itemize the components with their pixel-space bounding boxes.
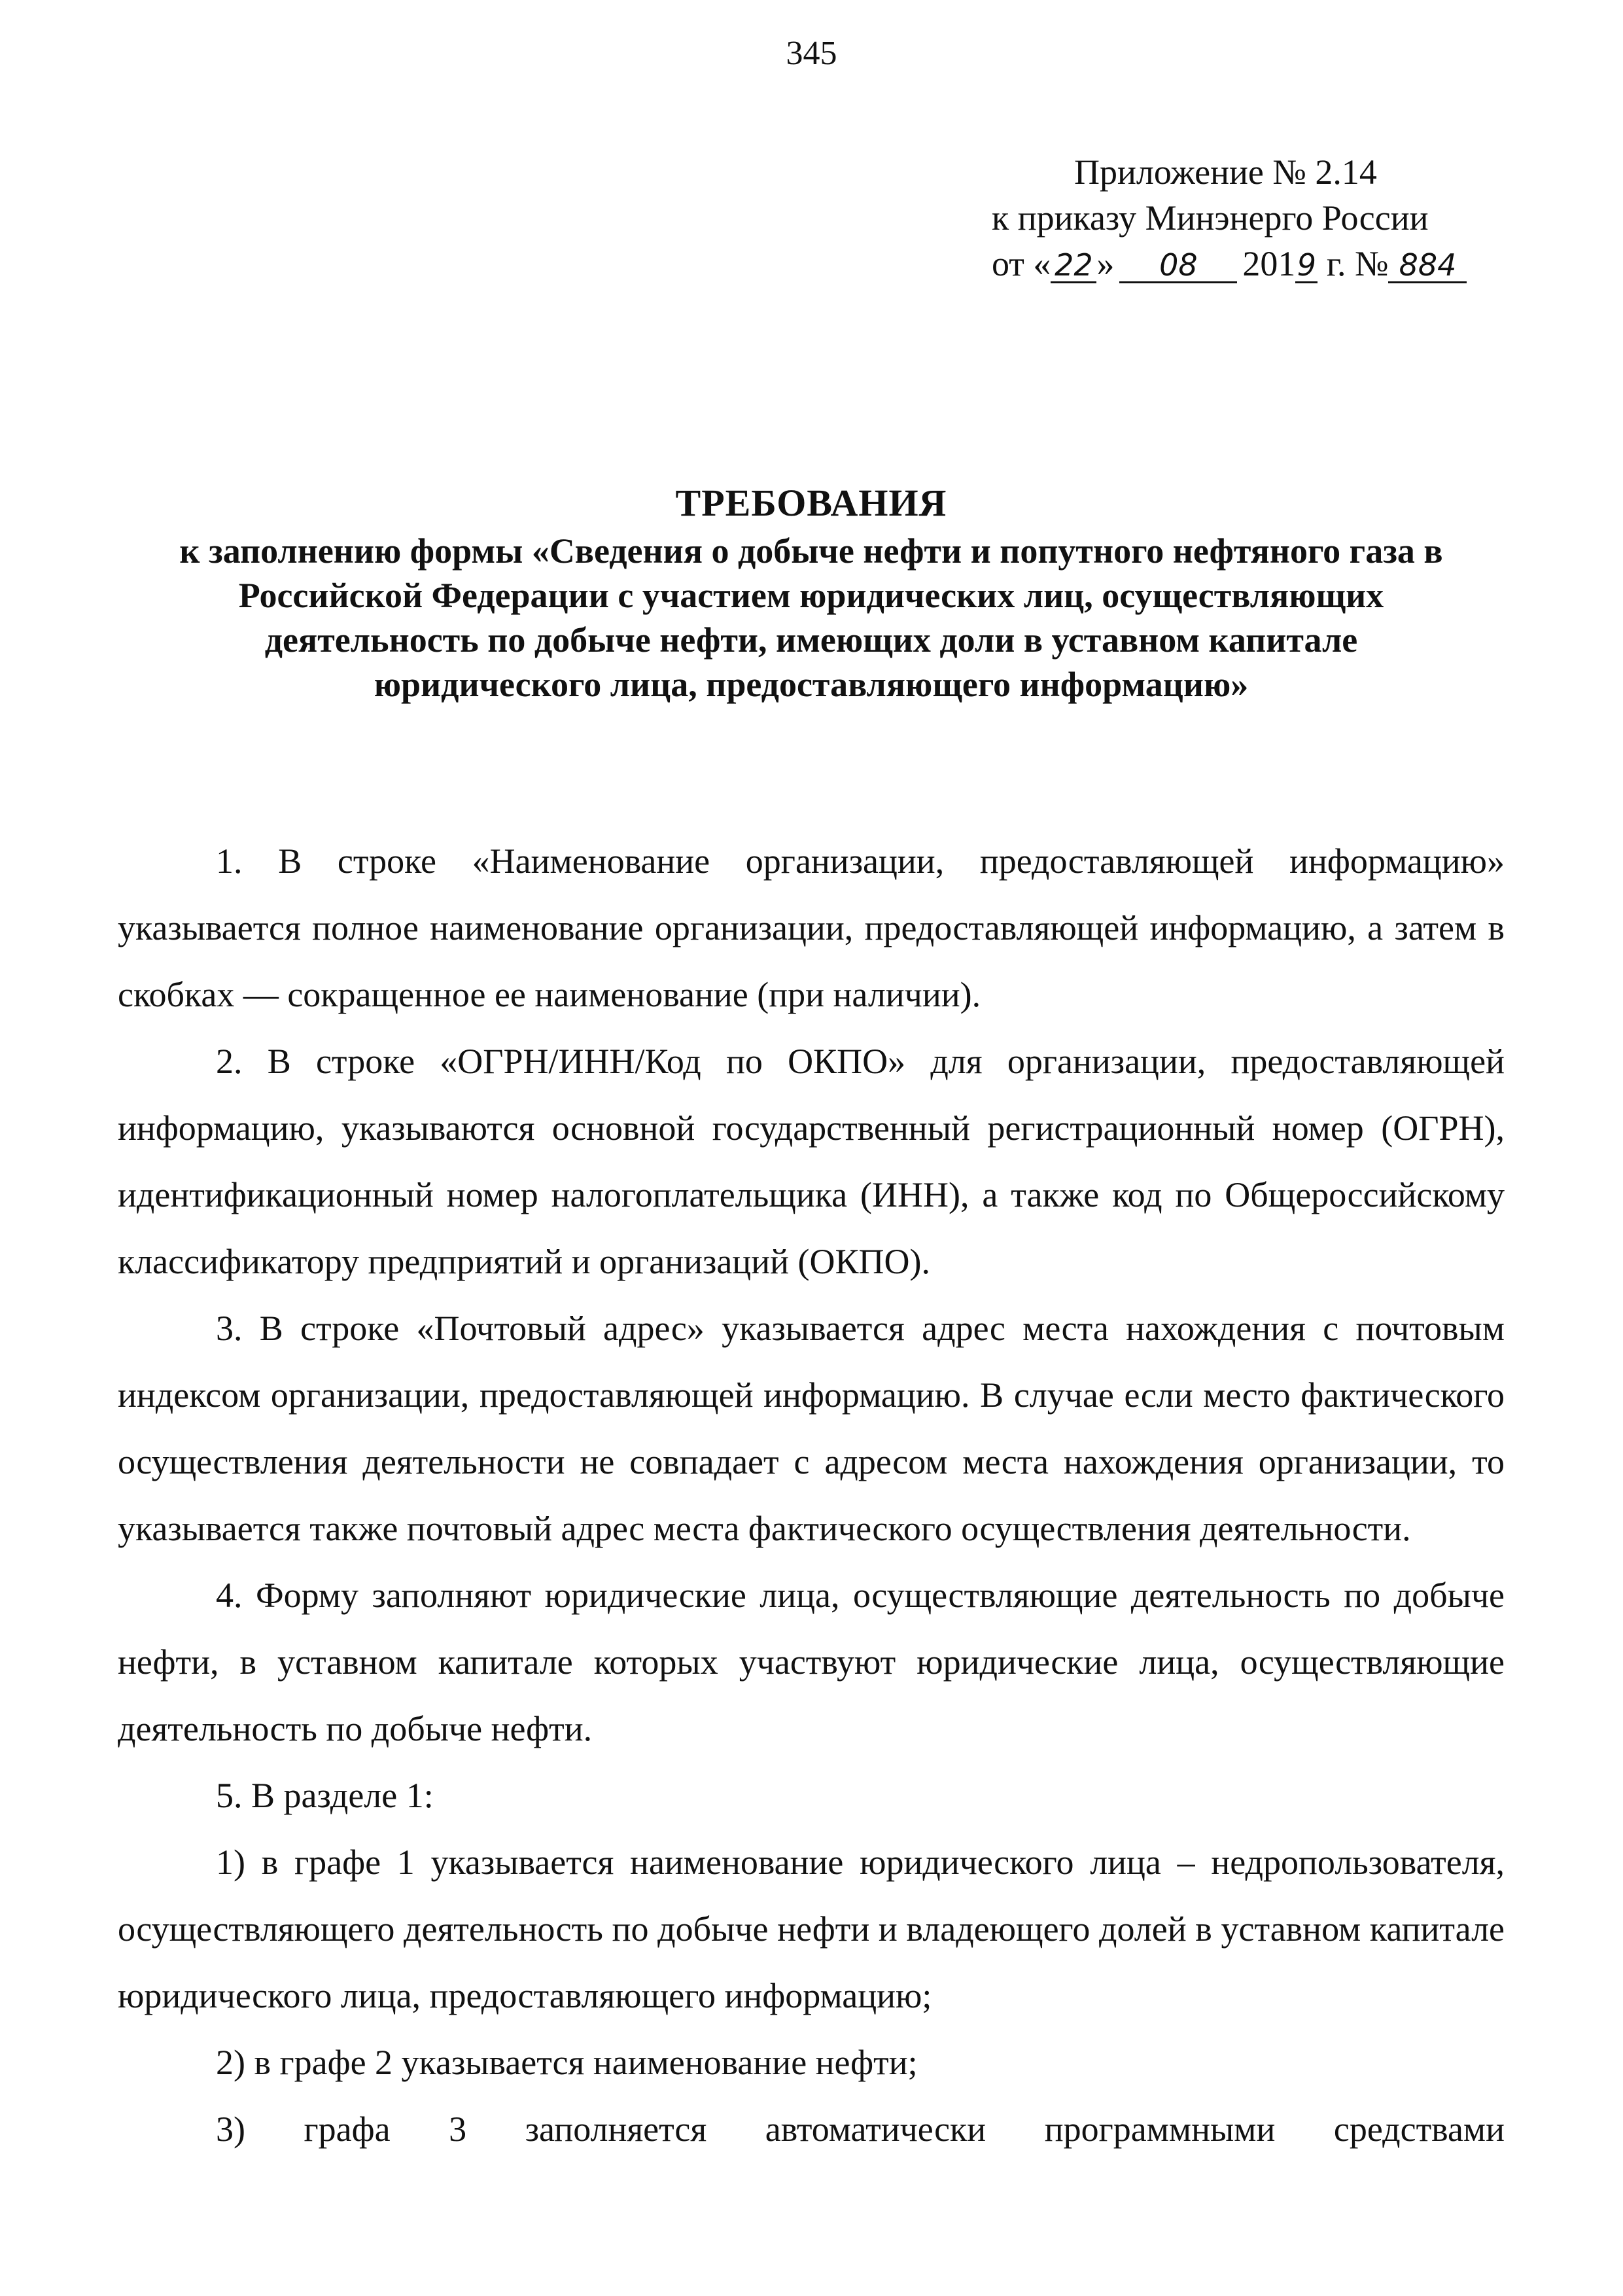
handwritten-month: 08	[1119, 249, 1237, 283]
paragraph-5-item-3: 3) графа 3 заполняется автоматически программными средствами	[216, 2110, 1505, 2149]
title-line: Российской Федерации с участием юридических лиц, осуществляющих	[238, 576, 1384, 615]
page-number: 345	[786, 35, 837, 72]
paragraph-3: 3. В строке «Почтовый адрес» указывается адрес места нахождения с почтовым индексом организации, предоставляющей информацию. В случае если место фактического осуществления деятельности не совпадает с адресом места нахождения организации, то указывается также почтовый адрес места фактического осуществления деятельности.	[118, 1309, 1505, 1548]
number-prefix: г. №	[1326, 244, 1389, 283]
appendix-header	[955, 149, 1544, 287]
paragraph-2: 2. В строке «ОГРН/ИНН/Код по ОКПО» для организации, предоставляющей информацию, указываются основной государственный регистрационный номер (ОГРН), идентификационный номер налогоплательщика (ИНН), а также код по Общероссийскому классификатору предприятий и организаций (ОКПО).	[118, 1042, 1505, 1281]
handwritten-day: 22	[1051, 249, 1096, 283]
date-prefix: от «	[992, 244, 1051, 283]
handwritten-order-number: 884	[1388, 249, 1467, 283]
document-title	[118, 478, 1505, 707]
title-line: деятельность по добыче нефти, имеющих доли в уставном капитале	[264, 620, 1358, 660]
title-line: юридического лица, предоставляющего информацию»	[374, 665, 1249, 704]
paragraph-5: 5. В разделе 1:	[216, 1776, 434, 1815]
appendix-order-ref: к приказу Минэнерго России	[992, 198, 1429, 238]
paragraph-5-item-1: 1) в графе 1 указывается наименование юридического лица – недропользователя, осуществляющего деятельность по добыче нефти и владеющего долей в уставном капитале юридического лица, предоставляющего информацию;	[118, 1843, 1505, 2015]
year-prefix: 201	[1242, 244, 1296, 283]
title-heading: ТРЕБОВАНИЯ	[675, 482, 947, 524]
appendix-title: Приложение № 2.14	[1074, 152, 1377, 192]
date-mid: »	[1096, 244, 1115, 283]
paragraph-1: 1. В строке «Наименование организации, предоставляющей информацию» указывается полное наименование организации, предоставляющей информацию, а затем в скобках — сокращенное ее наименование (при наличии).	[118, 841, 1505, 1014]
document-body	[118, 828, 1505, 2163]
appendix-order-date	[955, 241, 1544, 287]
title-line: к заполнению формы «Сведения о добыче нефти и попутного нефтяного газа в	[179, 531, 1443, 571]
paragraph-5-item-2: 2) в графе 2 указывается наименование нефти;	[216, 2043, 918, 2082]
handwritten-year-digit: 9	[1295, 249, 1318, 283]
paragraph-4: 4. Форму заполняют юридические лица, осуществляющие деятельность по добыче нефти, в уставном капитале которых участвуют юридические лица, осуществляющие деятельность по добыче нефти.	[118, 1576, 1505, 1748]
